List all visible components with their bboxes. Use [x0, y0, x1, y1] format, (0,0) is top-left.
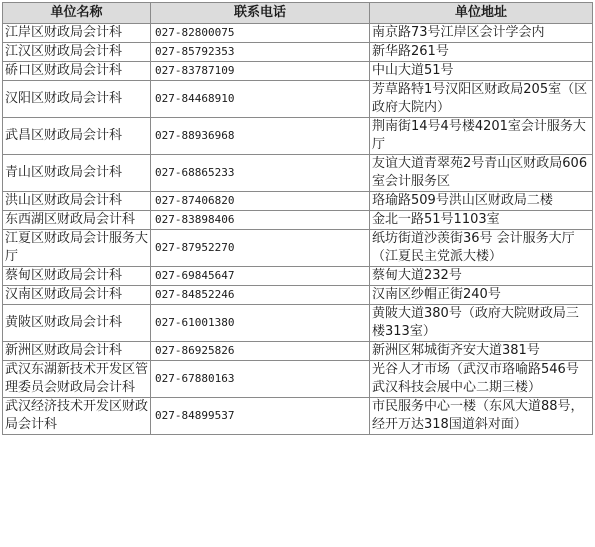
address-cell: 芳草路特1号汉阳区财政局205室（区政府大院内） [370, 81, 593, 118]
unit-name-cell: 武昌区财政局会计科 [3, 118, 151, 155]
phone-cell: 027-85792353 [151, 43, 370, 62]
phone-cell: 027-84468910 [151, 81, 370, 118]
phone-cell: 027-67880163 [151, 361, 370, 398]
unit-name-cell: 武汉东湖新技术开发区管理委员会财政局会计科 [3, 361, 151, 398]
table-row [3, 398, 593, 435]
table-row [3, 43, 593, 62]
address-cell: 中山大道51号 [370, 62, 593, 81]
phone-cell: 027-87952270 [151, 230, 370, 267]
unit-name-cell: 蔡甸区财政局会计科 [3, 267, 151, 286]
address-cell: 汉南区纱帽正街240号 [370, 286, 593, 305]
unit-name-cell: 黄陂区财政局会计科 [3, 305, 151, 342]
address-cell: 光谷人才市场（武汉市珞喻路546号武汉科技会展中心二期三楼） [370, 361, 593, 398]
phone-cell: 027-84852246 [151, 286, 370, 305]
unit-name-cell: 江岸区财政局会计科 [3, 24, 151, 43]
phone-cell: 027-86925826 [151, 342, 370, 361]
address-cell: 市民服务中心一楼（东风大道88号，经开万达318国道斜对面） [370, 398, 593, 435]
address-cell: 蔡甸大道232号 [370, 267, 593, 286]
phone-cell: 027-61001380 [151, 305, 370, 342]
address-cell: 黄陂大道380号（政府大院财政局三楼313室） [370, 305, 593, 342]
unit-name-cell: 江汉区财政局会计科 [3, 43, 151, 62]
address-cell: 新洲区邾城街齐安大道381号 [370, 342, 593, 361]
unit-name-cell: 东西湖区财政局会计科 [3, 211, 151, 230]
unit-name-cell: 硚口区财政局会计科 [3, 62, 151, 81]
table-row [3, 81, 593, 118]
table-row [3, 118, 593, 155]
address-cell: 纸坊街道沙羡街36号 会计服务大厅（江夏民主党派大楼） [370, 230, 593, 267]
table-row [3, 286, 593, 305]
header-name: 单位名称 [3, 3, 151, 24]
phone-cell: 027-83898406 [151, 211, 370, 230]
contact-table [2, 2, 593, 435]
unit-name-cell: 汉阳区财政局会计科 [3, 81, 151, 118]
table-row [3, 305, 593, 342]
unit-name-cell: 洪山区财政局会计科 [3, 192, 151, 211]
address-cell: 友谊大道青翠苑2号青山区财政局606室会计服务区 [370, 155, 593, 192]
table-body [3, 24, 593, 435]
table-row [3, 192, 593, 211]
table-row [3, 155, 593, 192]
header-phone: 联系电话 [151, 3, 370, 24]
unit-name-cell: 汉南区财政局会计科 [3, 286, 151, 305]
table-row [3, 62, 593, 81]
unit-name-cell: 青山区财政局会计科 [3, 155, 151, 192]
unit-name-cell: 江夏区财政局会计服务大厅 [3, 230, 151, 267]
table-row [3, 267, 593, 286]
table-row [3, 24, 593, 43]
phone-cell: 027-69845647 [151, 267, 370, 286]
table-row [3, 230, 593, 267]
address-cell: 珞瑜路509号洪山区财政局二楼 [370, 192, 593, 211]
phone-cell: 027-68865233 [151, 155, 370, 192]
address-cell: 新华路261号 [370, 43, 593, 62]
address-cell: 金北一路51号1103室 [370, 211, 593, 230]
unit-name-cell: 新洲区财政局会计科 [3, 342, 151, 361]
table-row [3, 211, 593, 230]
phone-cell: 027-88936968 [151, 118, 370, 155]
phone-cell: 027-83787109 [151, 62, 370, 81]
table-row [3, 361, 593, 398]
table-row [3, 342, 593, 361]
phone-cell: 027-87406820 [151, 192, 370, 211]
address-cell: 荆南街14号4号楼4201室会计服务大厅 [370, 118, 593, 155]
phone-cell: 027-84899537 [151, 398, 370, 435]
header-address: 单位地址 [370, 3, 593, 24]
unit-name-cell: 武汉经济技术开发区财政局会计科 [3, 398, 151, 435]
address-cell: 南京路73号江岸区会计学会内 [370, 24, 593, 43]
phone-cell: 027-82800075 [151, 24, 370, 43]
header-row [3, 3, 593, 24]
